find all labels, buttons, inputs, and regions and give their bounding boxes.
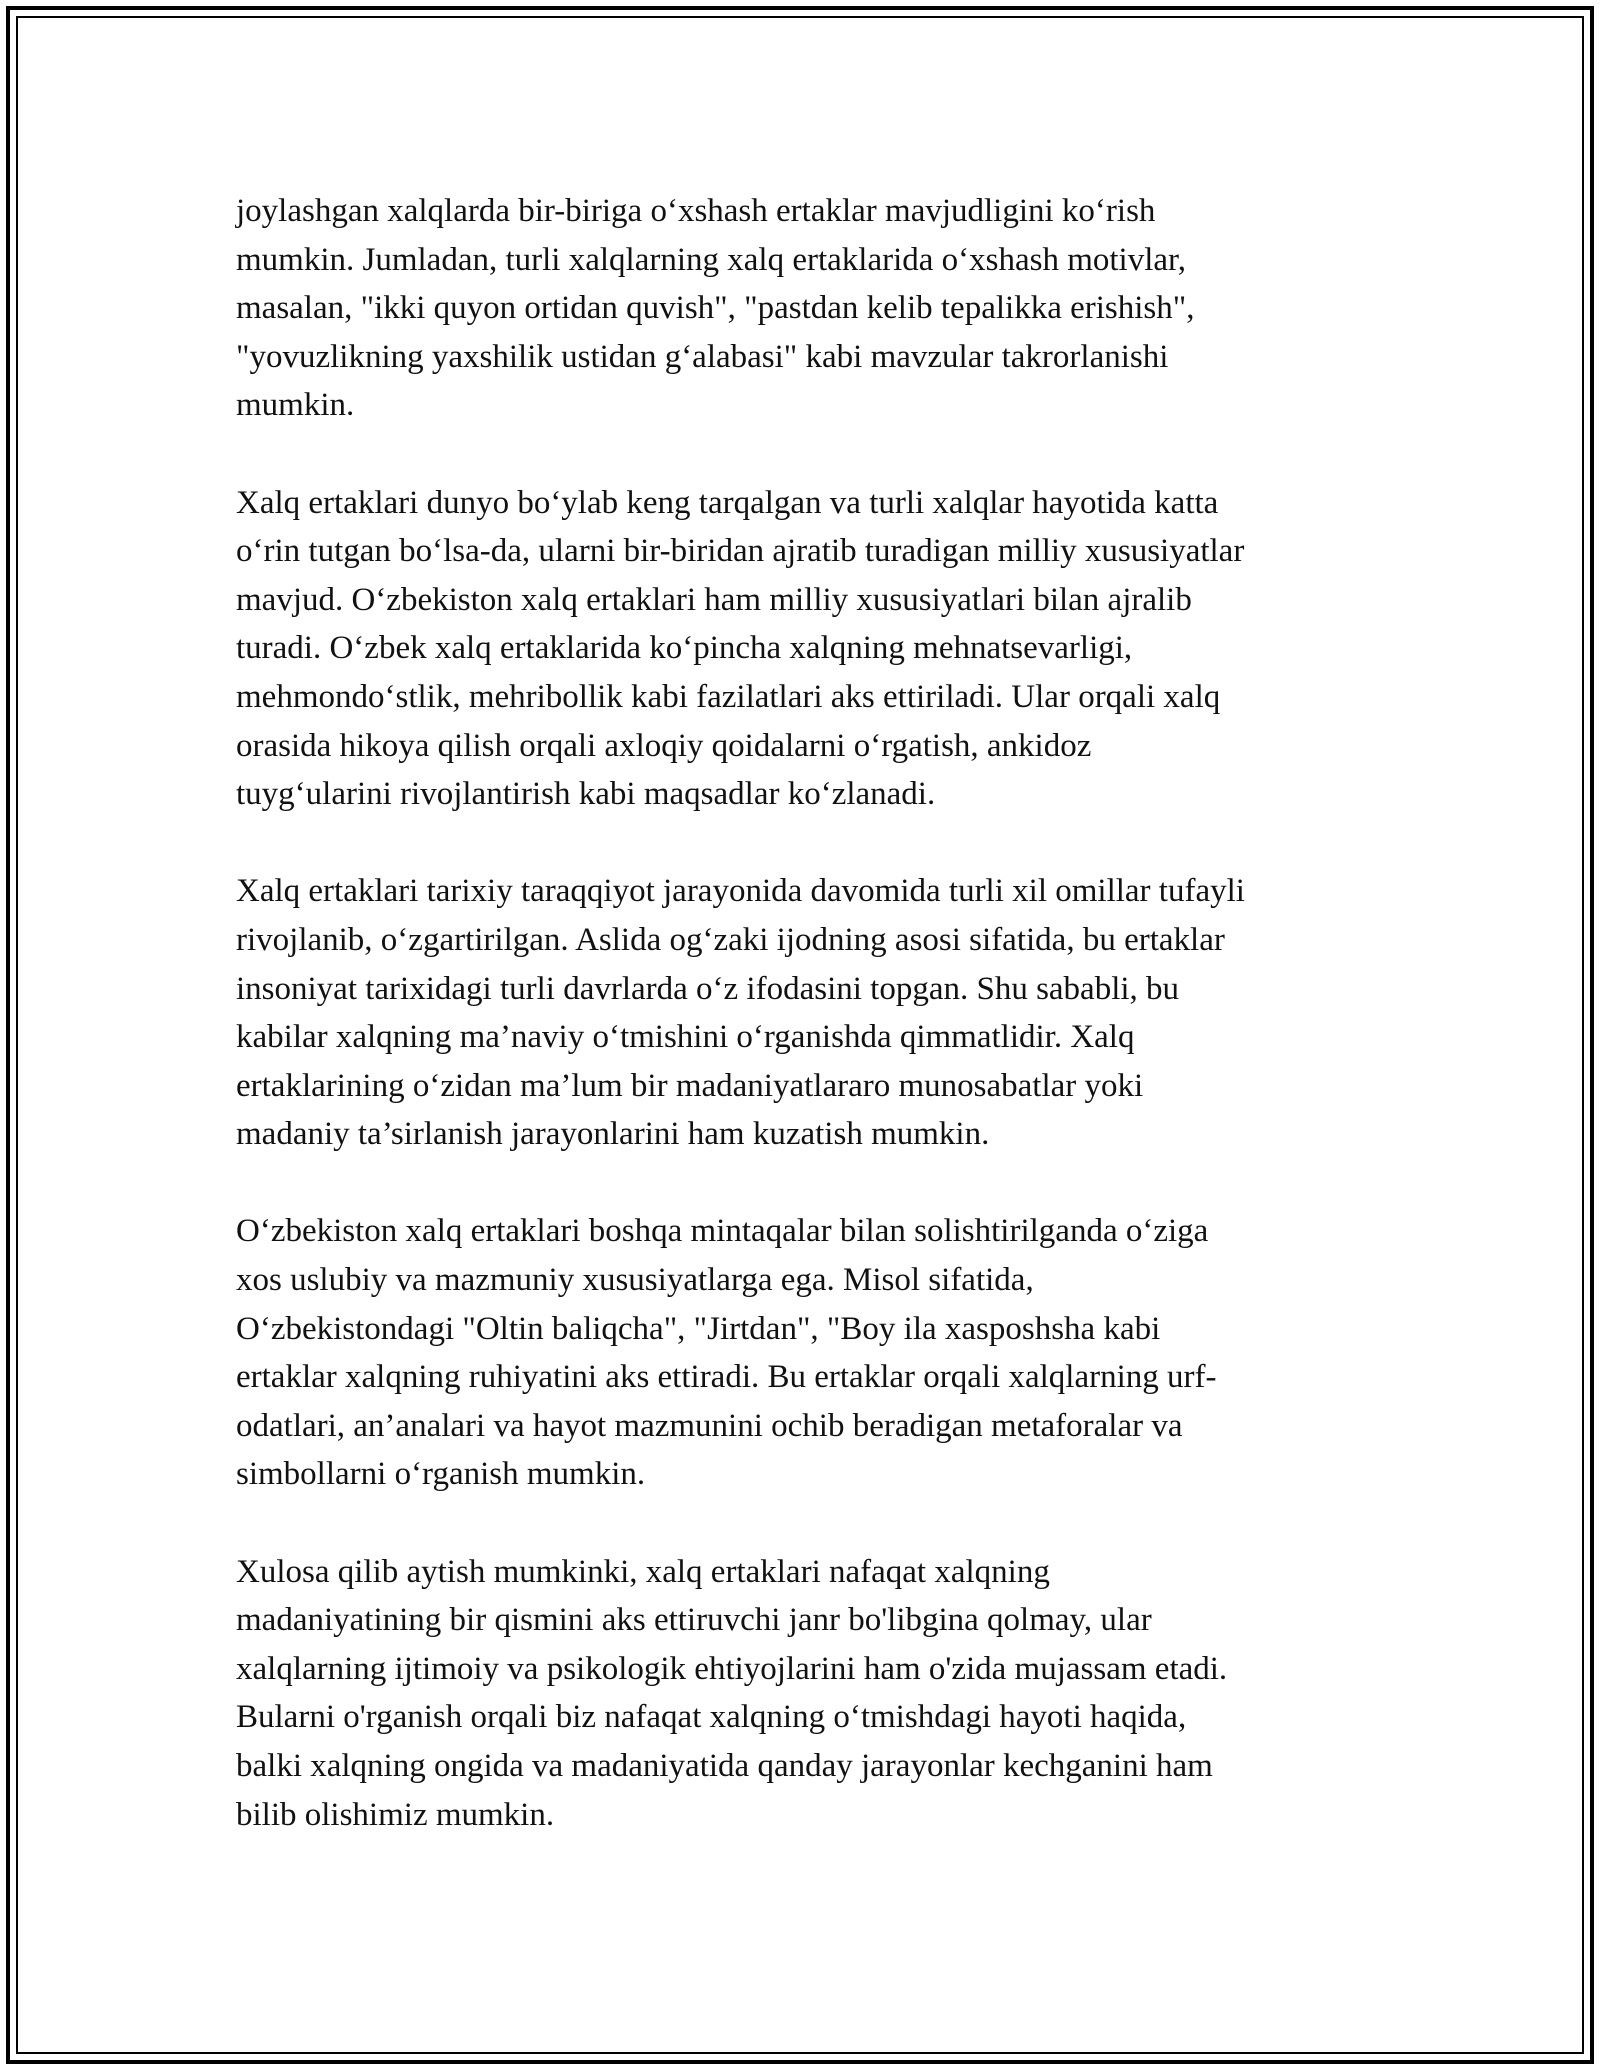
paragraph-4 [236,1207,1366,1499]
text-line: ertaklar xalqning ruhiyatini aks ettiradi. Bu ertaklar orqali xalqlarning urf- [236,1359,1217,1396]
text-line: rivojlanib, o‘zgartirilgan. Aslida og‘zaki ijodning asosi sifatida, bu ertaklar [236,921,1225,958]
text-line: xos uslubiy va mazmuniy xususiyatlarga ega. Misol sifatida, [236,1262,1034,1299]
text-line: ertaklarining o‘zidan ma’lum bir madaniyatlararo munosabatlar yoki [236,1067,1144,1104]
text-line: mavjud. O‘zbekiston xalq ertaklari ham milliy xususiyatlari bilan ajralib [236,581,1192,618]
text-line: odatlari, an’analari va hayot mazmunini ochib beradigan metaforalar va [236,1407,1183,1444]
text-line: O‘zbekistondagi "Oltin baliqcha", "Jirtdan", "Boy ila xasposhsha kabi [236,1310,1161,1347]
text-line: O‘zbekiston xalq ertaklari boshqa mintaqalar bilan solishtirilganda o‘ziga [236,1213,1209,1250]
text-line: Bularni o'rganish orqali biz nafaqat xalqning o‘tmishdagi hayoti haqida, [236,1699,1187,1736]
text-line: Xulosa qilib aytish mumkinki, xalq ertaklari nafaqat xalqning [236,1553,1050,1590]
text-line: madaniyatining bir qismini aks ettiruvchi janr bo'libgina qolmay, ular [236,1602,1152,1639]
paragraph-1 [236,187,1366,430]
text-line: kabilar xalqning ma’naviy o‘tmishini o‘rganishda qimmatlidir. Xalq [236,1019,1135,1056]
text-line: madaniy ta’sirlanish jarayonlarini ham kuzatish mumkin. [236,1116,990,1153]
text-line: Xalq ertaklari tarixiy taraqqiyot jarayonida davomida turli xil omillar tufayli [236,873,1245,910]
text-line: simbollarni o‘rganish mumkin. [236,1456,646,1493]
text-line: o‘rin tutgan bo‘lsa-da, ularni bir-biridan ajratib turadigan milliy xususiyatlar [236,533,1245,570]
text-line: mumkin. Jumladan, turli xalqlarning xalq ertaklarida o‘xshash motivlar, [236,241,1186,278]
text-line: joylashgan xalqlarda bir-biriga o‘xshash ertaklar mavjudligini ko‘rish [236,193,1156,229]
text-line: bilib olishimiz mumkin. [236,1796,555,1833]
paragraph-3 [236,867,1366,1159]
text-line: insoniyat tarixidagi turli davrlarda o‘z ifodasini topgan. Shu sababli, bu [236,970,1180,1007]
paragraph-2 [236,479,1366,819]
text-line: mumkin. [236,387,355,424]
text-line: balki xalqning ongida va madaniyatida qanday jarayonlar kechganini ham [236,1748,1213,1784]
text-line: masalan, "ikki quyon ortidan quvish", "pastdan kelib tepalikka erishish", [236,290,1195,327]
text-line: orasida hikoya qilish orqali axloqiy qoidalarni o‘rgatish, ankidoz [236,727,1092,764]
text-line: mehmondo‘stlik, mehribollik kabi fazilatlari aks ettiriladi. Ular orqali xalq [236,678,1221,715]
paragraph-5 [236,1548,1366,1840]
text-line: Xalq ertaklari dunyo bo‘ylab keng tarqalgan va turli xalqlar hayotida katta [236,484,1219,521]
text-line: xalqlarning ijtimoiy va psikologik ehtiyojlarini ham o'zida mujassam etadi. [236,1650,1228,1687]
text-line: turadi. O‘zbek xalq ertaklarida ko‘pincha xalqning mehnatsevarligi, [236,630,1133,667]
text-line: "yovuzlikning yaxshilik ustidan g‘alabasi" kabi mavzular takrorlanishi [236,338,1169,375]
text-line: tuyg‘ularini rivojlantirish kabi maqsadlar ko‘zlanadi. [236,776,936,813]
document-body [236,187,1366,1888]
